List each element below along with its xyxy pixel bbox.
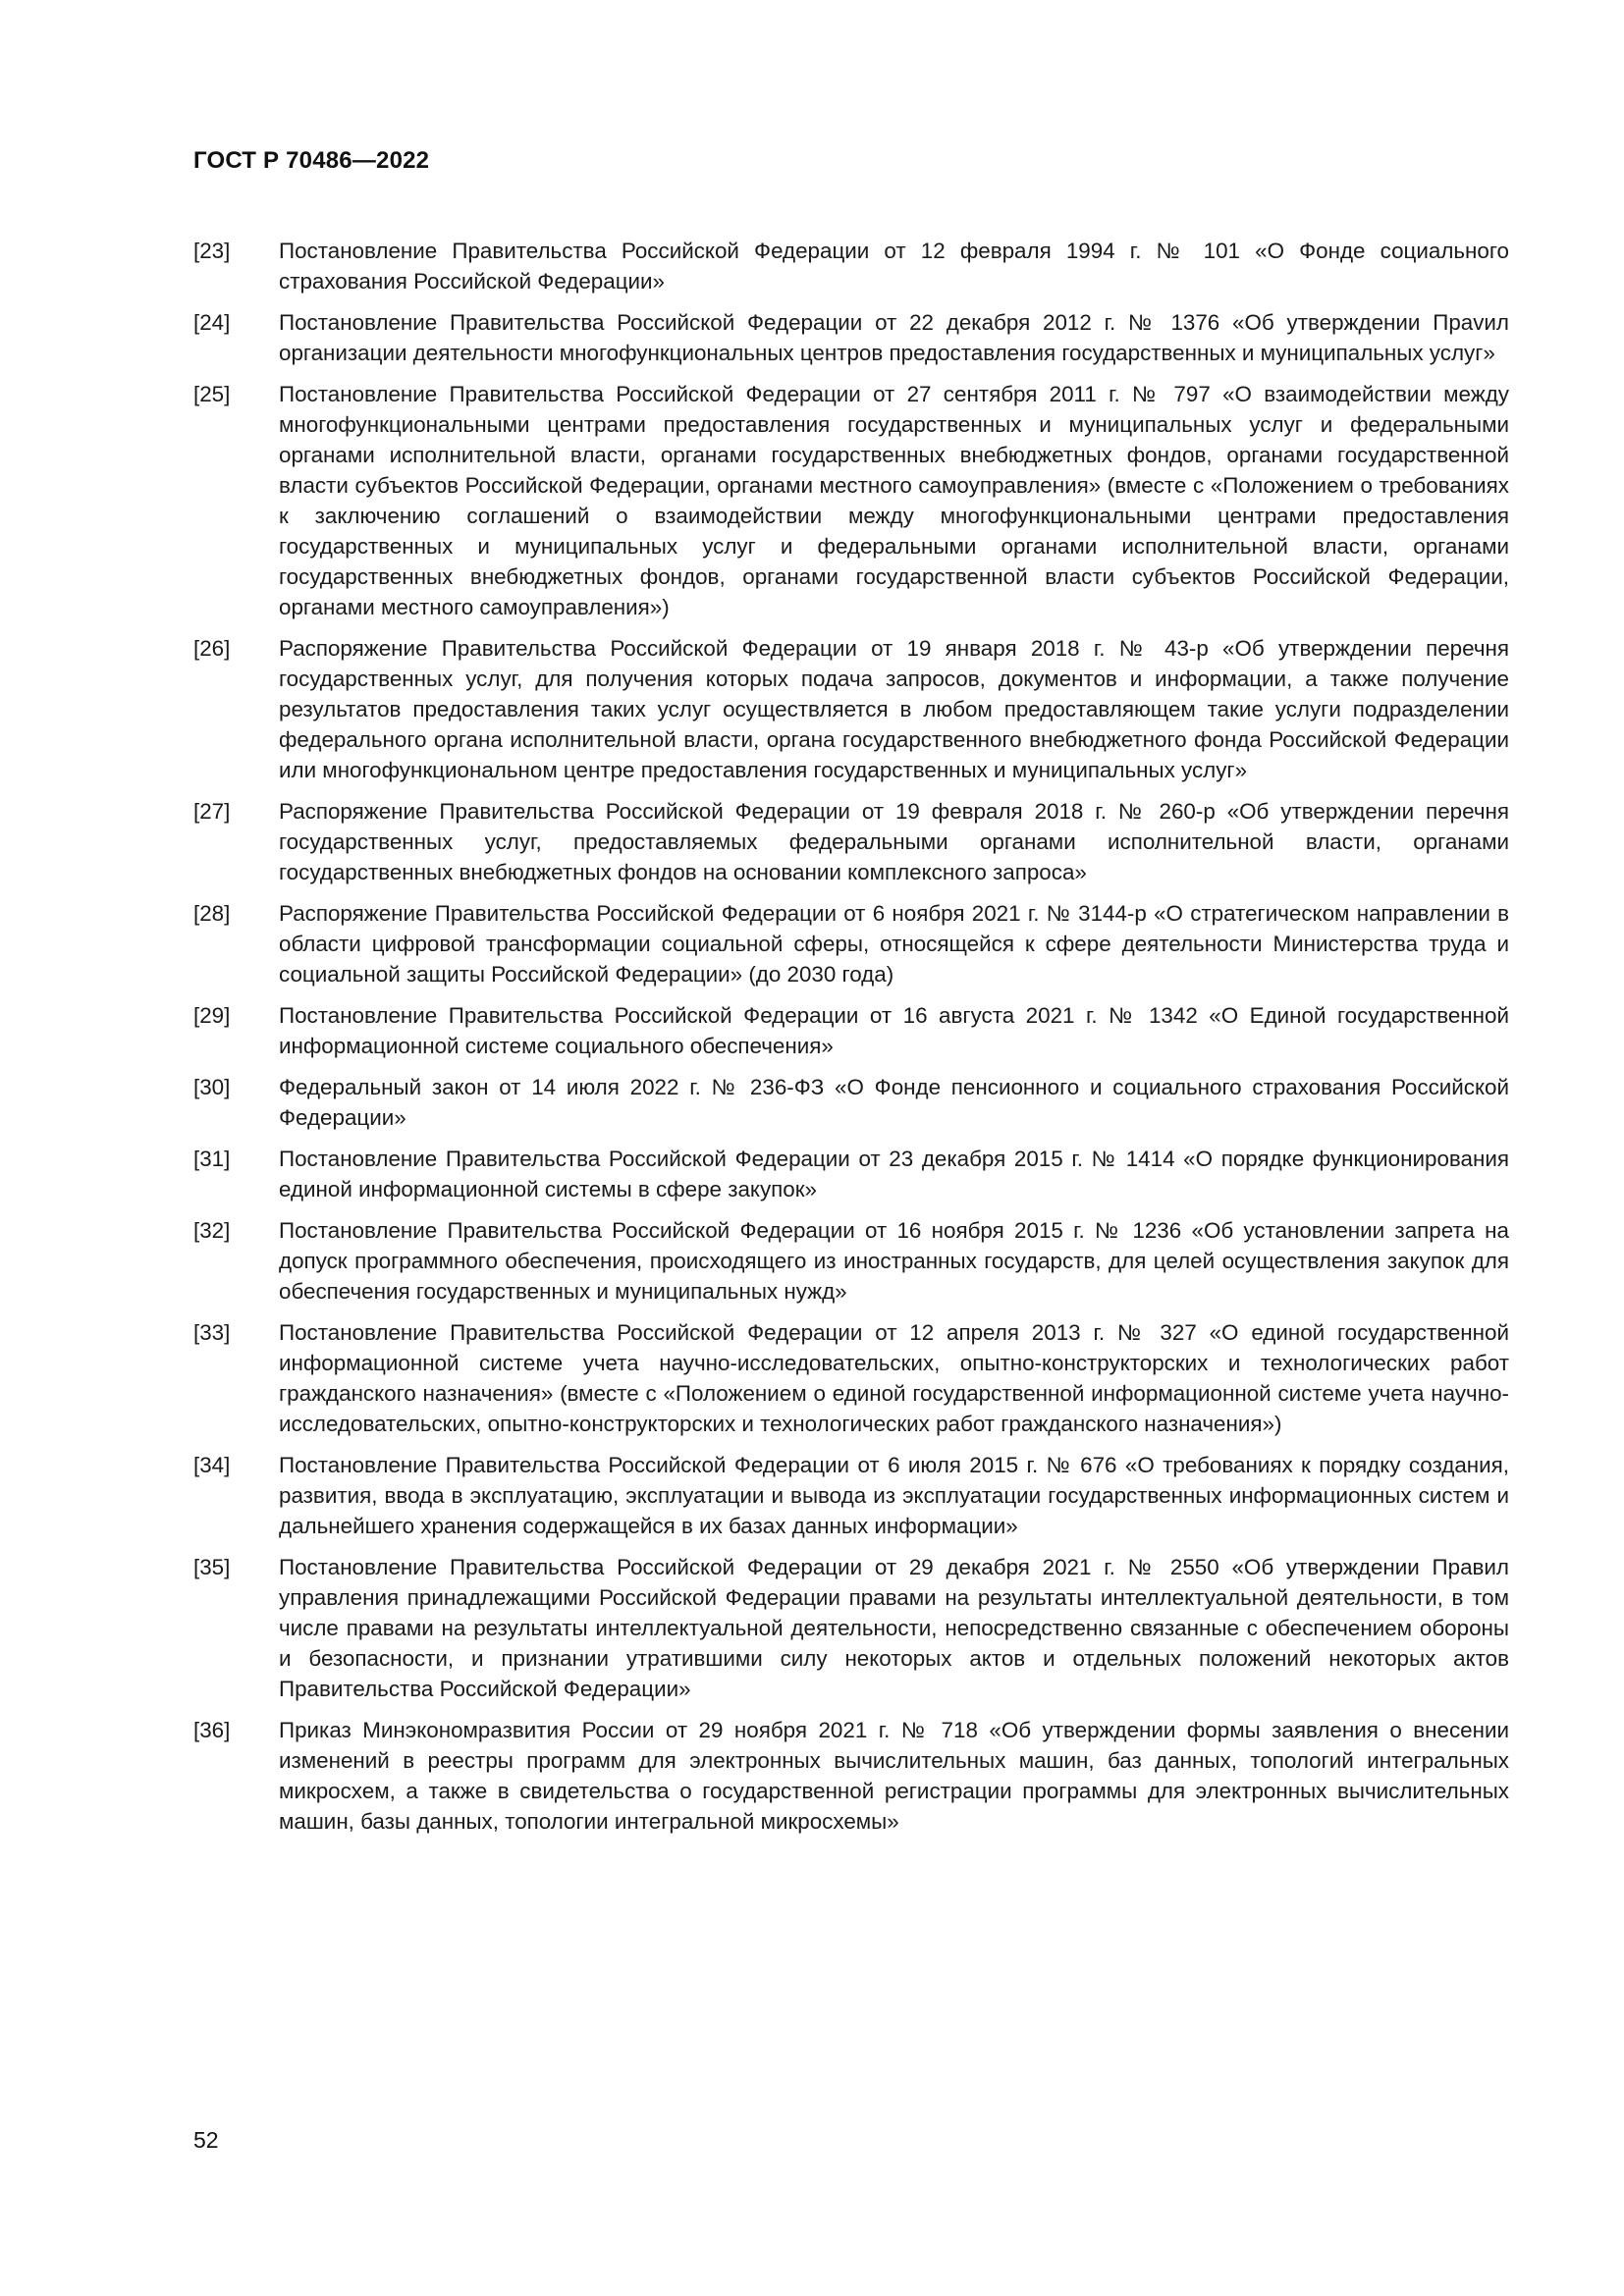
entry-number: [35] <box>193 1555 231 1579</box>
document-code-header: ГОСТ Р 70486—2022 <box>193 147 430 174</box>
bibliography-entry <box>193 633 1509 785</box>
entry-text: Федеральный закон от 14 июля 2022 г. № 236-ФЗ «О Фонде пенсионного и социального страхования Российской Федерации» <box>279 1075 1509 1130</box>
entry-number: [28] <box>193 901 231 926</box>
entry-number: [24] <box>193 310 231 335</box>
entry-number: [32] <box>193 1218 231 1243</box>
entry-text: Постановление Правительства Российской Федерации от 6 июля 2015 г. № 676 «О требованиях к порядку создания, развития, ввода в эксплуатацию, эксплуатации и вывода из эксплуатации государственных информационных систем и дальнейшего хранения содержащейся в их базах данных информации» <box>279 1453 1509 1538</box>
entry-text: Распоряжение Правительства Российской Федерации от 19 января 2018 г. № 43-р «Об утверждении перечня государственных услуг, для получения которых подача запросов, документов и информации, а также получение результатов предоставления таких услуг осуществляется в любом предоставляющем такие услуги подразделении федерального органа исполнительной власти, органа государственного внебюджетного фонда Российской Федерации или многофункциональном центре предоставления государственных и муниципальных услуг» <box>279 636 1509 782</box>
entry-text: Постановление Правительства Российской Федерации от 16 ноября 2015 г. № 1236 «Об установлении запрета на допуск программного обеспечения, происходящего из иностранных государств, для целей осуществления закупок для обеспечения государственных и муниципальных нужд» <box>279 1218 1509 1304</box>
bibliography-entry <box>193 1317 1509 1439</box>
bibliography-entry <box>193 1000 1509 1061</box>
bibliography-entry <box>193 898 1509 989</box>
bibliography-entry <box>193 236 1509 296</box>
bibliography-entry <box>193 1144 1509 1204</box>
bibliography-entry <box>193 1215 1509 1307</box>
entry-text: Постановление Правительства Российской Федерации от 23 декабря 2015 г. № 1414 «О порядке функционирования единой информационной системы в сфере закупок» <box>279 1147 1509 1201</box>
entry-text: Постановление Правительства Российской Федерации от 12 апреля 2013 г. № 327 «О единой государственной информационной системе учета научно-исследовательских, опытно-конструкторских и технологических работ гражданского назначения» (вместе с «Положением о единой государственной информационной системе учета научно-исследовательских, опытно-конструкторских и технологических работ гражданского назначения») <box>279 1320 1509 1436</box>
entry-number: [26] <box>193 636 231 661</box>
bibliography-entry <box>193 379 1509 622</box>
entry-number: [36] <box>193 1718 231 1742</box>
entry-number: [23] <box>193 239 231 263</box>
entry-number: [31] <box>193 1147 231 1171</box>
bibliography-entry <box>193 796 1509 887</box>
bibliography-list <box>193 236 1509 1847</box>
entry-text: Постановление Правительства Российской Федерации от 16 августа 2021 г. № 1342 «О Единой государственной информационной системе социального обеспечения» <box>279 1003 1509 1058</box>
bibliography-entry <box>193 307 1509 368</box>
entry-text: Распоряжение Правительства Российской Федерации от 6 ноября 2021 г. № 3144-р «О стратегическом направлении в области цифровой трансформации социальной сферы, относящейся к сфере деятельности Министерства труда и социальной защиты Российской Федерации» (до 2030 года) <box>279 901 1509 987</box>
entry-text: Постановление Правительства Российской Федерации от 29 декабря 2021 г. № 2550 «Об утверждении Правил управления принадлежащими Российской Федерации правами на результаты интеллектуальной деятельности, в том числе правами на результаты интеллектуальной деятельности, непосредственно связанные с обеспечением обороны и безопасности, и признании утратившими силу некоторых актов и отдельных положений некоторых актов Правительства Российской Федерации» <box>279 1555 1509 1701</box>
entry-number: [34] <box>193 1453 231 1477</box>
entry-number: [29] <box>193 1003 231 1028</box>
page-number: 52 <box>193 2127 219 2153</box>
entry-number: [33] <box>193 1320 231 1345</box>
bibliography-entry <box>193 1450 1509 1541</box>
entry-text: Постановление Правительства Российской Федерации от 22 декабря 2012 г. № 1376 «Об утверждении Праvил организации деятельности многофункциональных центров предоставления государственных и муниципальных услуг» <box>279 310 1509 365</box>
entry-number: [30] <box>193 1075 231 1099</box>
entry-text: Постановление Правительства Российской Федерации от 27 сентября 2011 г. № 797 «О взаимодействии между многофункциональными центрами предоставления государственных и муниципальных услуг и федеральными органами исполнительной власти, органами государственных внебюджетных фондов, органами государственной власти субъектов Российской Федерации, органами местного самоуправления» (вместе с «Положением о требованиях к заключению соглашений о взаимодействии между многофункциональными центрами предоставления государственных и муниципальных услуг и федеральными органами исполнительной власти, органами государственных внебюджетных фондов, органами государственной власти субъектов Российской Федерации, органами местного самоуправления») <box>279 382 1509 619</box>
entry-number: [25] <box>193 382 231 406</box>
entry-text: Постановление Правительства Российской Федерации от 12 февраля 1994 г. № 101 «О Фонде социального страхования Российской Федерации» <box>279 239 1509 294</box>
entry-text: Распоряжение Правительства Российской Федерации от 19 февраля 2018 г. № 260-р «Об утверждении перечня государственных услуг, предоставляемых федеральными органами исполнительной власти, органами государственных внебюджетных фондов на основании комплексного запроса» <box>279 799 1509 884</box>
bibliography-entry <box>193 1072 1509 1133</box>
entry-text: Приказ Минэкономразвития России от 29 ноября 2021 г. № 718 «Об утверждении формы заявления о внесении изменений в реестры программ для электронных вычислительных машин, баз данных, топологий интегральных микросхем, а также в свидетельства о государственной регистрации программы для электронных вычислительных машин, базы данных, топологии интегральной микросхемы» <box>279 1718 1509 1834</box>
bibliography-entry <box>193 1552 1509 1704</box>
entry-number: [27] <box>193 799 231 824</box>
bibliography-entry <box>193 1715 1509 1837</box>
